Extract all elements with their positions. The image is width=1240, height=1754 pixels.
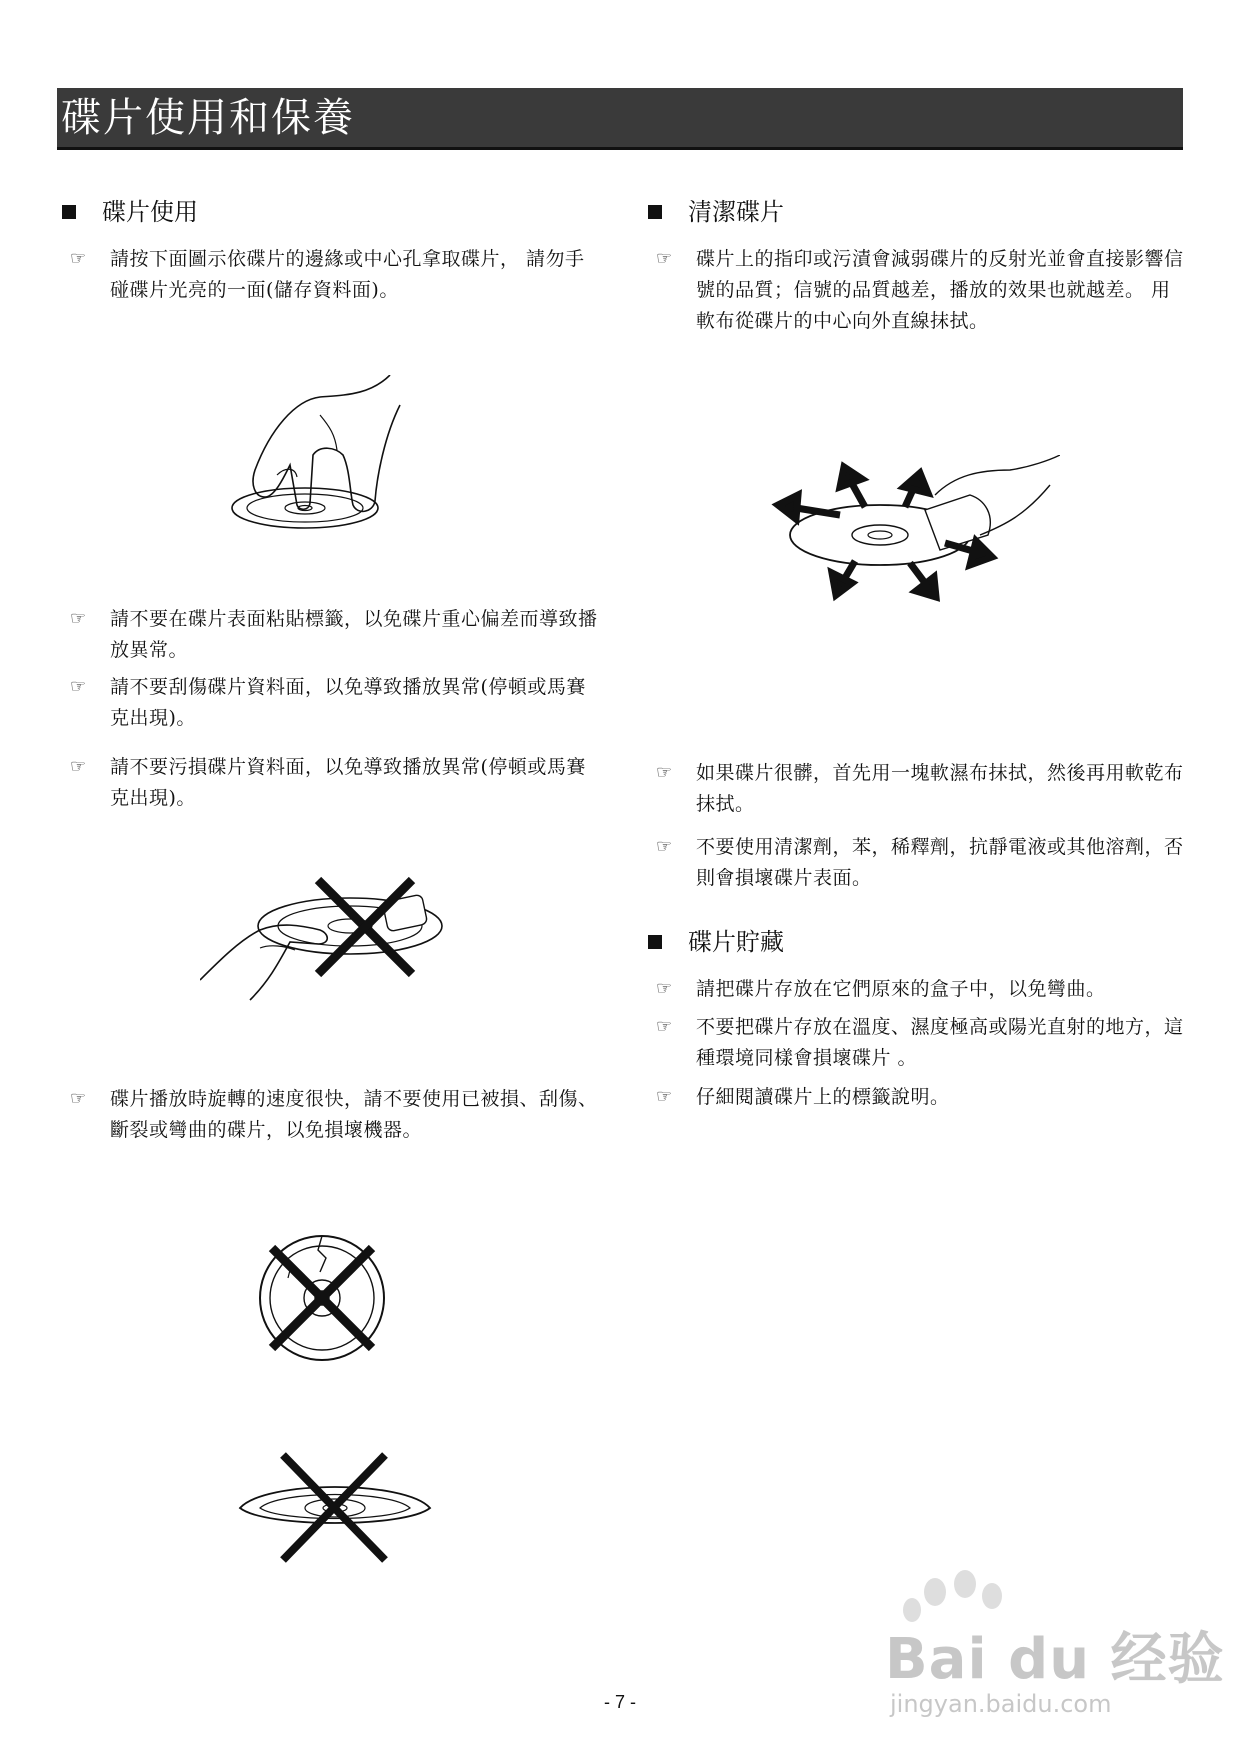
pointing-hand-icon: ☞	[656, 978, 673, 999]
square-bullet-icon	[648, 205, 662, 219]
wiping-disc-illustration	[770, 455, 1060, 610]
bullet-text: 請按下面圖示依碟片的邊緣或中心孔拿取碟片， 請勿手碰碟片光亮的一面(儲存資料面)。	[110, 248, 585, 301]
watermark-brand: Bai du 经验	[885, 1627, 1225, 1692]
pointing-hand-icon: ☞	[656, 1086, 673, 1107]
bullet-text: 碟片上的指印或污漬會減弱碟片的反射光並會直接影響信號的品質；信號的品質越差，播放的效果也就越差。 用軟布從碟片的中心向外直線抹拭。	[696, 248, 1184, 332]
cracked-disc-illustration	[252, 1228, 392, 1368]
pointing-hand-icon: ☞	[656, 1016, 673, 1037]
no-label-disc-illustration	[200, 870, 470, 1020]
watermark-url: jingyan.baidu.com	[890, 1690, 1112, 1718]
pointing-hand-icon: ☞	[70, 608, 87, 629]
bullet-item	[656, 974, 1188, 1005]
bullet-item	[656, 758, 1188, 820]
bullet-text: 如果碟片很髒，首先用一塊軟濕布抹拭，然後再用軟乾布抹拭。	[696, 762, 1184, 815]
square-bullet-icon	[648, 935, 662, 949]
bullet-item	[656, 1012, 1188, 1074]
pointing-hand-icon: ☞	[70, 676, 87, 697]
bullet-text: 不要使用清潔劑，苯，稀釋劑，抗靜電液或其他溶劑，否則會損壞碟片表面。	[696, 836, 1184, 889]
page-title: 碟片使用和保養	[61, 95, 355, 141]
section-title-disc-cleaning	[648, 196, 784, 228]
pointing-hand-icon: ☞	[656, 836, 673, 857]
section-title-text: 清潔碟片	[688, 198, 784, 226]
section-title-text: 碟片貯藏	[688, 928, 784, 956]
pointing-hand-icon: ☞	[656, 248, 673, 269]
square-bullet-icon	[62, 205, 76, 219]
bullet-text: 碟片播放時旋轉的速度很快，請不要使用已被損、刮傷、斷裂或彎曲的碟片，以免損壞機器。	[110, 1088, 598, 1141]
bullet-text: 請不要刮傷碟片資料面，以免導致播放異常(停頓或馬賽克出現)。	[110, 676, 586, 729]
bullet-text: 請把碟片存放在它們原來的盒子中，以免彎曲。	[696, 978, 1106, 1000]
page-header-bar	[57, 88, 1183, 150]
page-number: - 7 -	[603, 1692, 636, 1712]
warped-disc-illustration	[235, 1450, 435, 1570]
bullet-item	[656, 244, 1188, 337]
bullet-item	[656, 1082, 1188, 1113]
pointing-hand-icon: ☞	[70, 756, 87, 777]
bullet-text: 請不要在碟片表面粘貼標籤，以免碟片重心偏差而導致播放異常。	[110, 608, 598, 661]
bullet-item	[70, 752, 600, 814]
bullet-item	[70, 604, 600, 666]
section-title-disc-handling	[62, 196, 198, 228]
section-title-disc-storage	[648, 926, 784, 958]
hand-holding-disc-illustration	[225, 375, 440, 535]
bullet-item	[70, 672, 600, 734]
pointing-hand-icon: ☞	[656, 762, 673, 783]
section-title-text: 碟片使用	[102, 198, 198, 226]
bullet-text: 請不要污損碟片資料面，以免導致播放異常(停頓或馬賽克出現)。	[110, 756, 586, 809]
bullet-text: 不要把碟片存放在溫度、濕度極高或陽光直射的地方，這種環境同樣會損壞碟片 。	[696, 1016, 1184, 1069]
bullet-text: 仔細閱讀碟片上的標籤說明。	[696, 1086, 950, 1108]
bullet-item	[656, 832, 1188, 894]
bullet-item	[70, 244, 600, 306]
pointing-hand-icon: ☞	[70, 248, 87, 269]
bullet-item	[70, 1084, 600, 1146]
pointing-hand-icon: ☞	[70, 1088, 87, 1109]
